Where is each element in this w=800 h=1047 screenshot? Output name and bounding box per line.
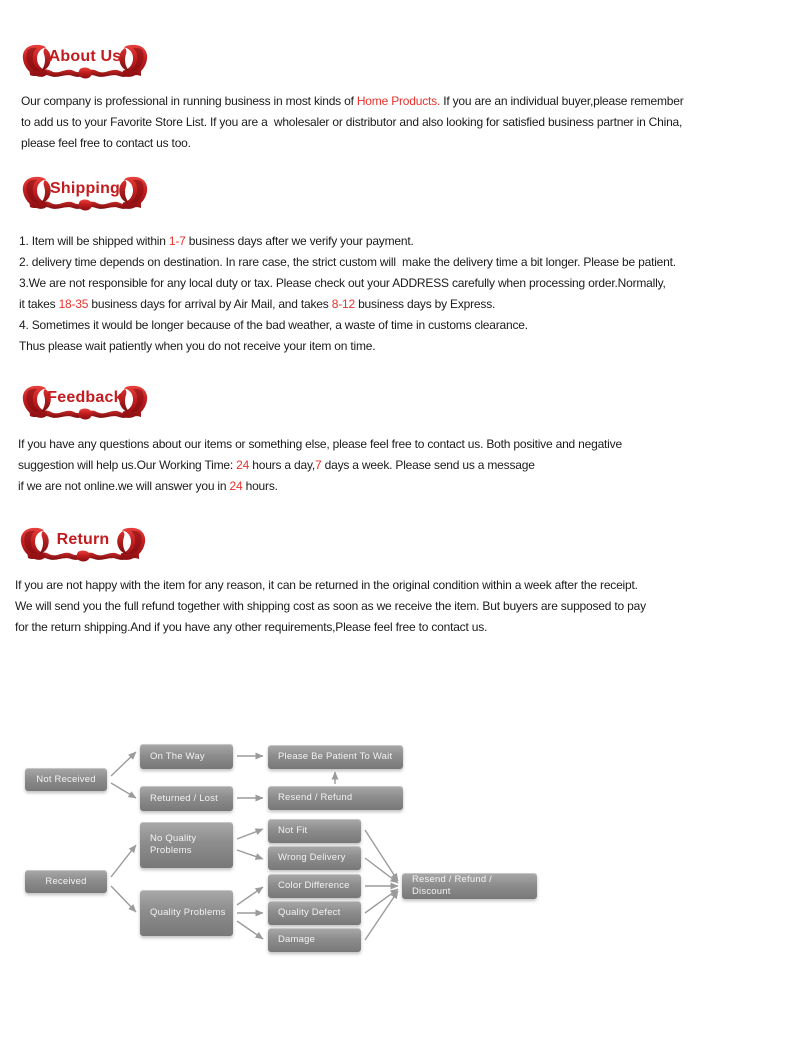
flow-node-no-quality-problems: No Quality Problems (140, 822, 233, 868)
highlighted-value: 7 (315, 458, 322, 472)
text-line: 1. Item will be shipped within 1-7 business days after we verify your payment. (19, 234, 414, 248)
flow-node-not-received: Not Received (25, 768, 107, 791)
highlighted-value: 8-12 (331, 297, 355, 311)
text-line: please feel free to contact us too. (21, 136, 191, 150)
flow-arrow-quality-problems-to-damage (237, 921, 263, 939)
section-title-shipping: Shipping (49, 180, 121, 197)
flow-node-returned-lost: Returned / Lost (140, 786, 233, 811)
highlighted-value: 1-7 (168, 234, 186, 248)
flow-arrow-received-to-quality-problems (111, 886, 136, 912)
flow-arrow-quality-defect-to-resend-refund-discount (365, 889, 398, 913)
text-line: If you have any questions about our items or something else, please feel free to contact us. Both positive and negative (18, 437, 622, 451)
text-line: If you are not happy with the item for any reason, it can be returned in the original condition within a week after the receipt. (15, 578, 638, 592)
text-line: for the return shipping.And if you have any other requirements,Please feel free to contact us. (15, 620, 488, 634)
flow-arrow-not-received-to-returned-lost (111, 783, 136, 798)
flow-node-quality-defect: Quality Defect (268, 901, 361, 925)
text-line: 4. Sometimes it would be longer because of the bad weather, a waste of time in customs clearance. (19, 318, 528, 332)
text-line: We will send you the full refund together with shipping cost as soon as we receive the item. But buyers are supposed to pay (15, 599, 646, 613)
flow-node-color-difference: Color Difference (268, 874, 361, 898)
section-title-about: About Us (48, 48, 122, 65)
flow-node-damage: Damage (268, 928, 361, 952)
section-title-return: Return (56, 531, 110, 548)
flow-arrow-damage-to-resend-refund-discount (365, 891, 398, 940)
text-line: Our company is professional in running business in most kinds of Home Products. If you are an individual buyer,please remember (21, 94, 684, 108)
text-line: if we are not online.we will answer you in 24 hours. (18, 479, 278, 493)
flow-node-please-be-patient-to-wait: Please Be Patient To Wait (268, 745, 403, 769)
flow-node-quality-problems: Quality Problems (140, 890, 233, 936)
flow-arrow-not-received-to-on-the-way (111, 752, 136, 776)
text-line: Thus please wait patiently when you do not receive your item on time. (19, 339, 376, 353)
text-line: 2. delivery time depends on destination. In rare case, the strict custom will make the delivery time a bit longer. Please be patient. (19, 255, 676, 269)
highlighted-value: Home Products. (356, 94, 441, 108)
highlighted-value: 18-35 (58, 297, 89, 311)
text-line: suggestion will help us.Our Working Time: 24 hours a day,7 days a week. Please send us a message (18, 458, 535, 472)
highlighted-value: 24 (236, 458, 250, 472)
section-title-feedback: Feedback (47, 389, 123, 406)
flow-node-wrong-delivery: Wrong Delivery (268, 846, 361, 870)
flow-node-resend-refund-discount: Resend / Refund / Discount (402, 873, 537, 899)
text-line: to add us to your Favorite Store List. If you are a wholesaler or distributor and also looking for satisfied business partner in China, (21, 115, 683, 129)
flow-arrow-no-quality-problems-to-wrong-delivery (237, 850, 263, 859)
flow-arrow-quality-problems-to-color-difference (237, 887, 263, 905)
flow-arrow-no-quality-problems-to-not-fit (237, 829, 263, 839)
flow-arrow-received-to-no-quality-problems (111, 845, 136, 877)
flow-node-received: Received (25, 870, 107, 893)
flow-arrow-not-fit-to-resend-refund-discount (365, 830, 398, 881)
text-line: 3.We are not responsible for any local duty or tax. Please check out your ADDRESS carefully when processing order.Normally, (19, 276, 666, 290)
flow-node-resend-refund: Resend / Refund (268, 786, 403, 810)
flow-arrow-wrong-delivery-to-resend-refund-discount (365, 858, 398, 883)
flow-node-not-fit: Not Fit (268, 819, 361, 843)
text-line: it takes 18-35 business days for arrival by Air Mail, and takes 8-12 business days by Express. (19, 297, 496, 311)
flow-node-on-the-way: On The Way (140, 744, 233, 769)
highlighted-value: 24 (229, 479, 243, 493)
